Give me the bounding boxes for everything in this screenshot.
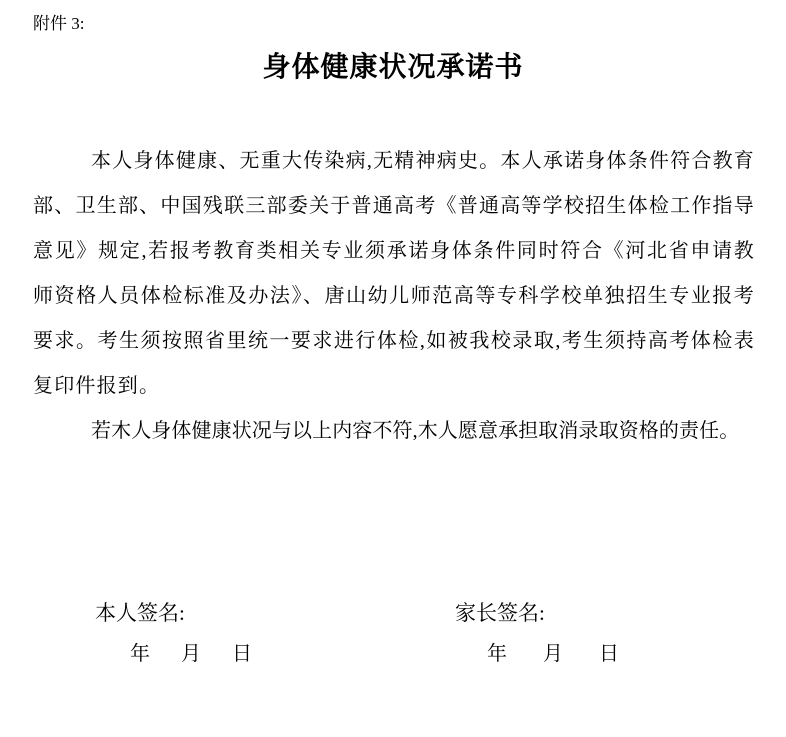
attachment-label: 附件 3: [33, 14, 85, 33]
year-label: 年 [487, 643, 507, 665]
body-text-block [33, 139, 755, 454]
day-label: 日 [599, 643, 619, 665]
paragraph-health-commitment: 本人身体健康、无重大传染病,无精神病史。本人承诺身体条件符合教育部、卫生部、中国残联三部委关于普通高考《普通高等学校招生体检工作指导意见》规定,若报考教育类相关专业须承诺身体条件同时符合《河北省申请教师资格人员体检标准及办法》、唐山幼儿师范高等专科学校单独招生专业报考要求。考生须按照省里统一要求进行体检,如被我校录取,考生须持高考体检表复印件报到。 [33, 150, 755, 397]
day-label: 日 [232, 643, 252, 665]
page-title: 身体健康状况承诺书 [262, 51, 524, 82]
month-label: 月 [181, 643, 201, 665]
parent-date-line [487, 642, 619, 666]
parent-signature-label: 家长签名: [455, 601, 545, 625]
self-signature-label: 本人签名: [95, 601, 185, 625]
paragraph-liability: 若木人身体健康状况与以上内容不符,木人愿意承担取消录取资格的责任。 [91, 420, 740, 442]
month-label: 月 [543, 643, 563, 665]
year-label: 年 [130, 643, 150, 665]
self-date-line [130, 642, 252, 666]
